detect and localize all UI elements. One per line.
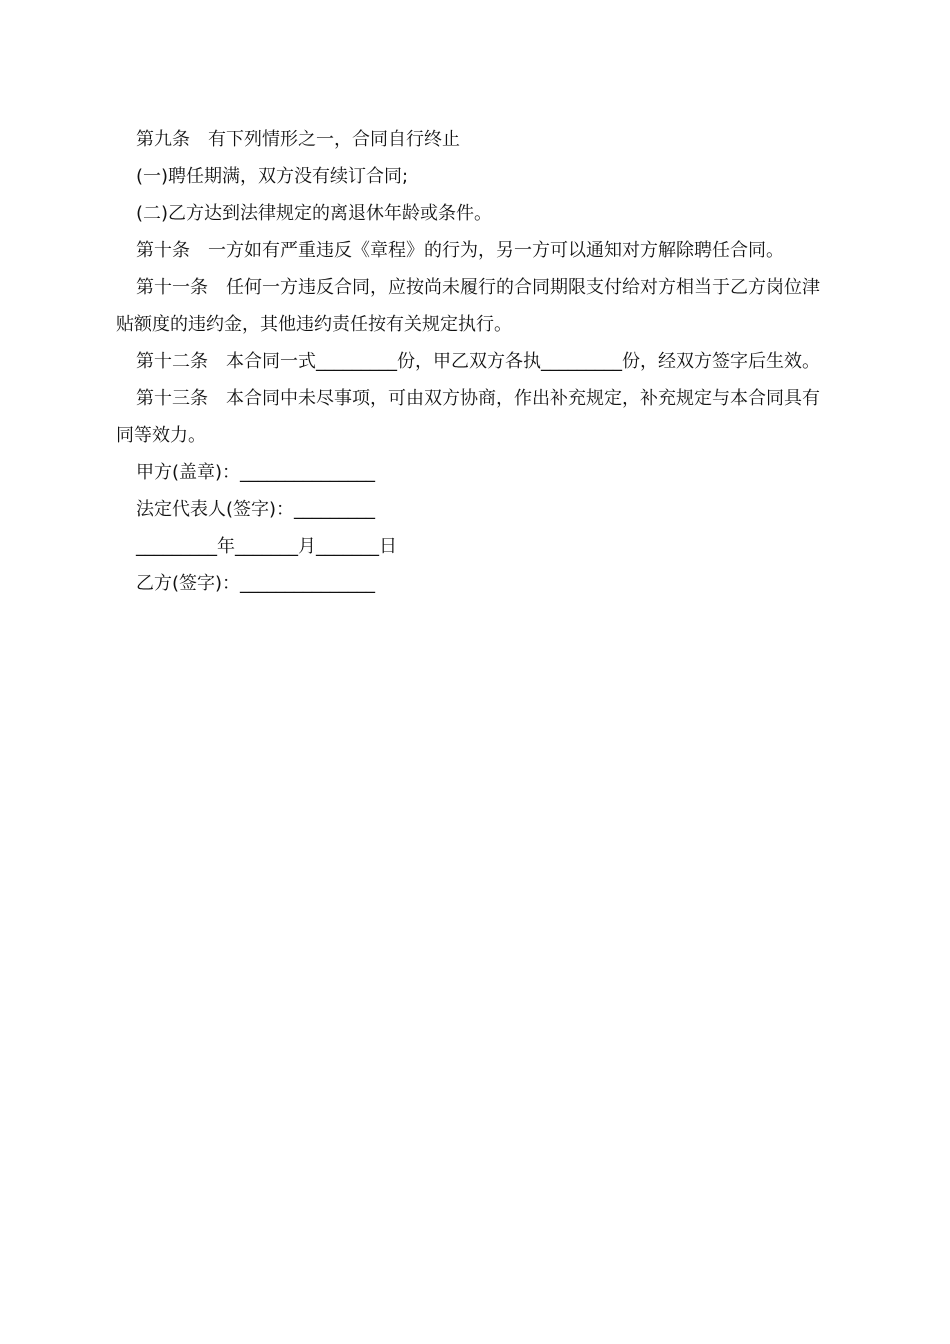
clause-12: 第十二条 本合同一式_________份，甲乙双方各执_________份，经双方签字后生效。 xyxy=(136,351,820,372)
date-line: _________年_______月_______日 xyxy=(136,536,397,557)
clause-9-item-2: (二)乙方达到法律规定的离退休年龄或条件。 xyxy=(136,203,493,224)
clause-10: 第十条 一方如有严重违反《章程》的行为，另一方可以通知对方解除聘任合同。 xyxy=(136,240,784,261)
party-b-signature-line: 乙方(签字)：_______________ xyxy=(136,573,376,594)
clause-9-item-1: (一)聘任期满，双方没有续订合同; xyxy=(136,166,409,187)
contract-body xyxy=(116,121,836,602)
clause-13: 第十三条 本合同中未尽事项，可由双方协商，作出补充规定，补充规定与本合同具有同等效力。 xyxy=(116,388,820,446)
legal-representative-signature-line: 法定代表人(签字)：_________ xyxy=(136,499,376,520)
clause-9: 第九条 有下列情形之一，合同自行终止 xyxy=(136,129,460,150)
party-a-seal-line: 甲方(盖章)：_______________ xyxy=(136,462,376,483)
clause-11: 第十一条 任何一方违反合同，应按尚未履行的合同期限支付给对方相当于乙方岗位津贴额度的违约金，其他违约责任按有关规定执行。 xyxy=(116,277,820,335)
